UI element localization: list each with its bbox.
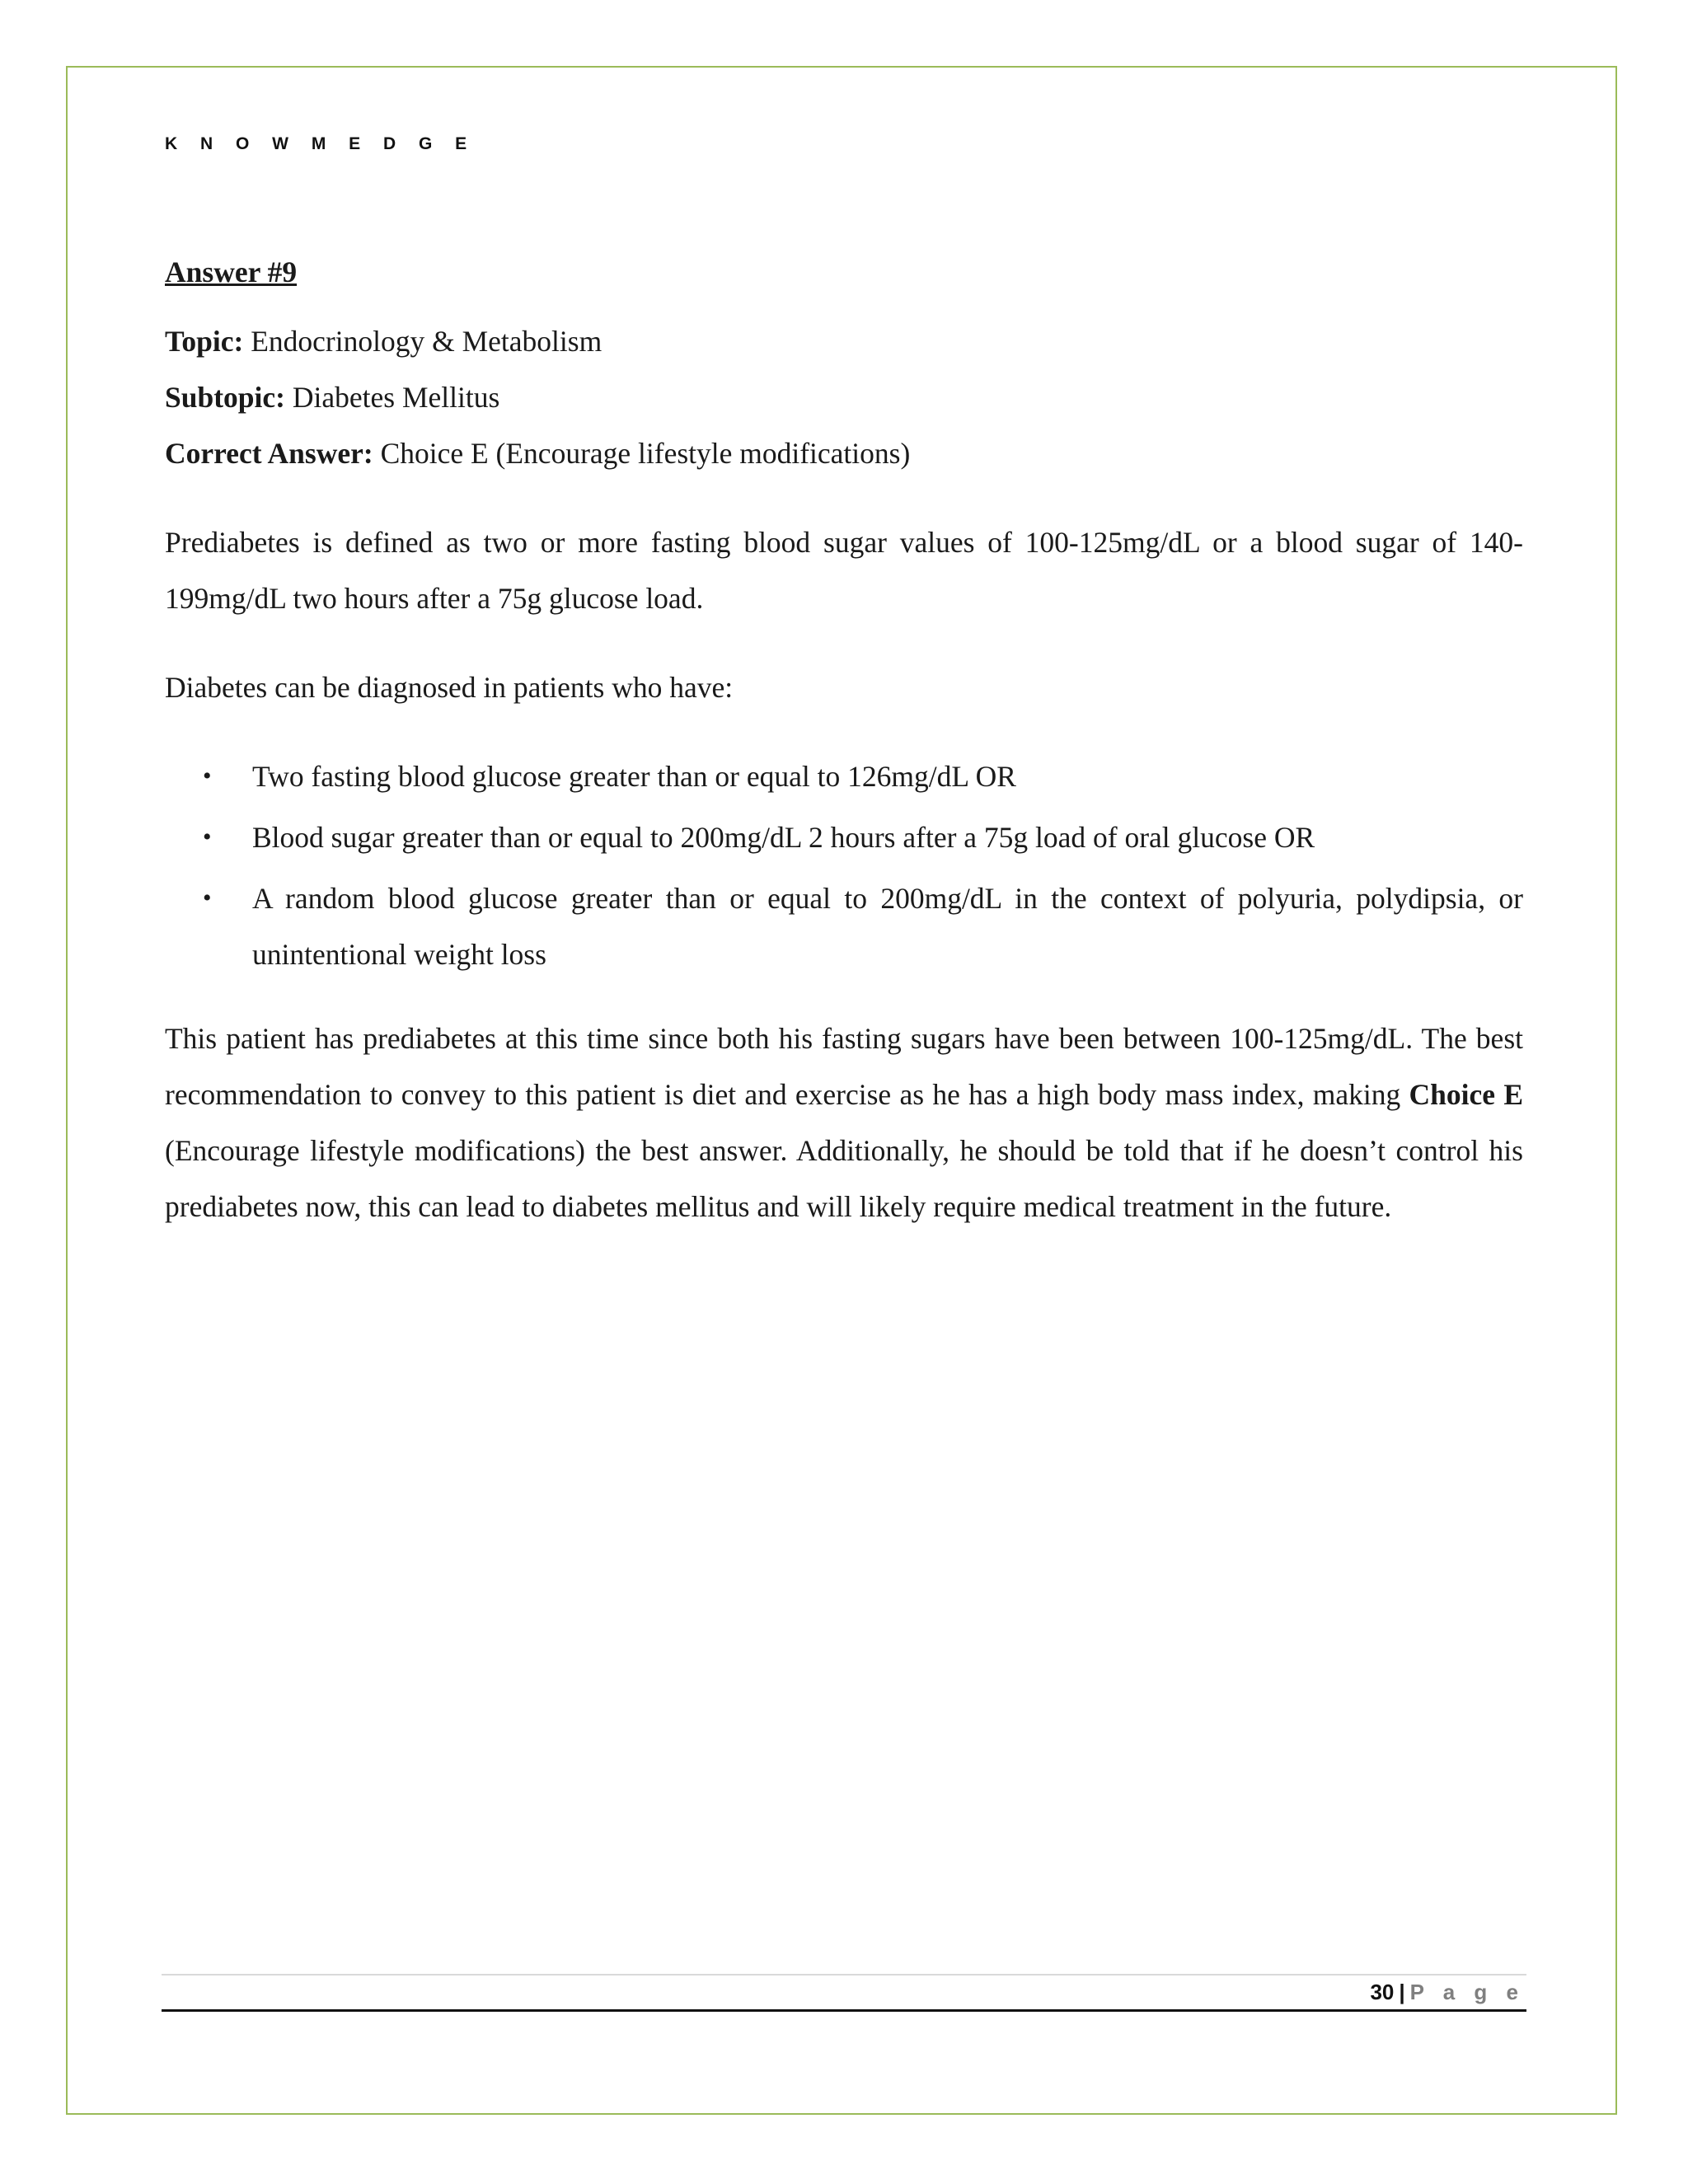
page-label: P a g e — [1409, 1980, 1525, 2004]
correct-answer-value: Choice E (Encourage lifestyle modifications) — [373, 437, 911, 470]
explanation-choice-bold: Choice E — [1409, 1078, 1524, 1111]
list-item-text: A random blood glucose greater than or equal to 200mg/dL in the context of polyuria, polydipsia, or unintentional weight loss — [252, 882, 1523, 971]
explanation-text-end: (Encourage lifestyle modifications) the best answer. Additionally, he should be told that if he doesn’t control his prediabetes now, this can lead to diabetes mellitus and will likely require medical treatment in the future. — [165, 1134, 1523, 1223]
answer-title: Answer #9 — [165, 255, 298, 288]
footer-page-number — [1370, 1980, 1525, 2005]
bullet-icon: • — [203, 884, 212, 912]
explanation-paragraph — [165, 1010, 1523, 1235]
subtopic-value: Diabetes Mellitus — [285, 381, 500, 414]
bullet-icon: • — [203, 762, 212, 790]
document-content — [165, 244, 1523, 1235]
page-separator: | — [1399, 1980, 1405, 2004]
correct-answer-label: Correct Answer: — [165, 437, 373, 470]
diagnosis-criteria-list — [165, 748, 1523, 982]
bullet-icon: • — [203, 823, 212, 851]
list-item — [165, 870, 1523, 982]
topic-line — [165, 313, 1523, 369]
footer-divider-thick — [162, 2009, 1526, 2012]
list-item — [165, 748, 1523, 804]
correct-answer-line — [165, 425, 1523, 481]
header-brand: K N O W M E D G E — [165, 134, 476, 153]
topic-label: Topic: — [165, 325, 244, 358]
subtopic-line — [165, 369, 1523, 425]
topic-value: Endocrinology & Metabolism — [243, 325, 603, 358]
footer-divider-thin — [162, 1974, 1526, 1975]
diagnosis-intro-paragraph: Diabetes can be diagnosed in patients who have: — [165, 671, 734, 704]
page-number: 30 — [1370, 1980, 1395, 2004]
list-item-text: Two fasting blood glucose greater than or equal to 126mg/dL OR — [252, 760, 1016, 793]
subtopic-label: Subtopic: — [165, 381, 285, 414]
list-item — [165, 809, 1523, 865]
list-item-text: Blood sugar greater than or equal to 200mg/dL 2 hours after a 75g load of oral glucose OR — [252, 821, 1315, 854]
prediabetes-definition-paragraph: Prediabetes is defined as two or more fasting blood sugar values of 100-125mg/dL or a blood sugar of 140-199mg/dL two hours after a 75g glucose load. — [165, 526, 1523, 615]
explanation-text-start: This patient has prediabetes at this time since both his fasting sugars have been between 100-125mg/dL. The best recommendation to convey to this patient is diet and exercise as he has a high body mass index, making — [165, 1022, 1523, 1111]
